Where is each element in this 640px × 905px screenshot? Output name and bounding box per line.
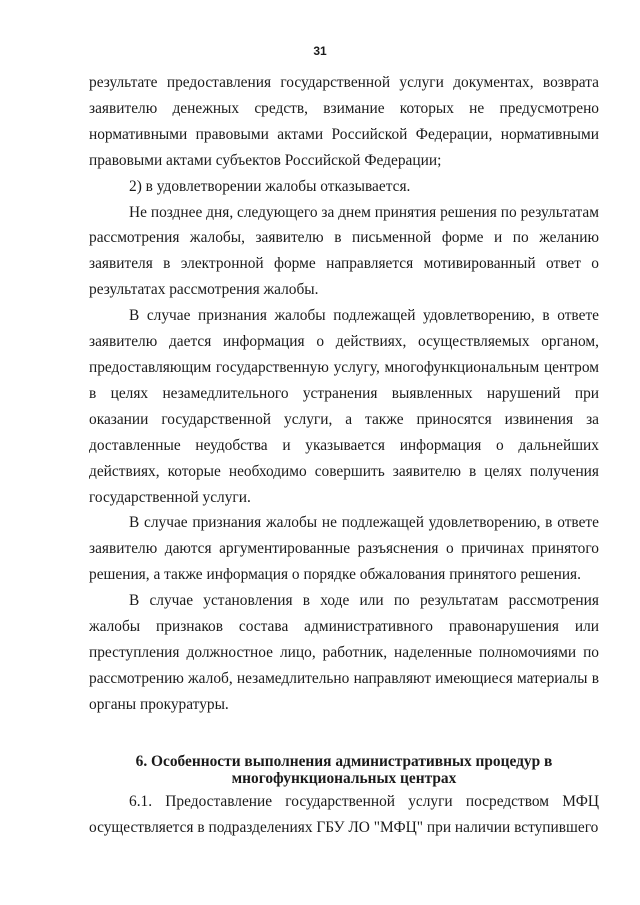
paragraph-refusal: 2) в удовлетворении жалобы отказывается. [129, 177, 411, 195]
paragraph-complaint-satisfied: В случае признания жалобы подлежащей удовлетворению, в ответе заявителю дается информация о действиях, осуществляемых органом, предоставляющим государственную услугу, многофункциональным центром в целях незамедлительного устранения выявленных нарушений при оказании государственной услуги, а также приносятся извинения за доставленные неудобства и указывается информация о дальнейших действиях, которые необходимо совершить заявителю в целях получения государственной услуги. [89, 307, 599, 506]
paragraph-continuation: результате предоставления государственной услуги документах, возврата заявителю денежных средств, взимание которых не предусмотрено нормативными правовыми актами Российской Федерации, нормативными правовыми актами субъектов Российской Федерации; [89, 74, 599, 169]
paragraph-complaint-rejected: В случае признания жалобы не подлежащей удовлетворению, в ответе заявителю даются аргументированные разъяснения о причинах принятого решения, а также информация о порядке обжалования принятого решения. [89, 514, 599, 584]
section-heading-line2: многофункциональных центрах [231, 769, 457, 787]
section-heading [89, 753, 599, 787]
paragraph-response-deadline: Не позднее дня, следующего за днем принятия решения по результатам рассмотрения жалобы, заявителю в письменной форме и по желанию заявителя в электронной форме направляется мотивированный ответ о результатах рассмотрения жалобы. [89, 203, 599, 299]
paragraph-section-6-1: 6.1. Предоставление государственной услуги посредством МФЦ осуществляется в подразделениях ГБУ ЛО "МФЦ" при наличии вступившего [89, 792, 599, 836]
paragraph-prosecutor-referral: В случае установления в ходе или по результатам рассмотрения жалобы признаков состава административного правонарушения или преступления должностное лицо, работник, наделенные полномочиями по рассмотрению жалоб, незамедлительно направляют имеющиеся материалы в органы прокуратуры. [89, 592, 599, 713]
page-number: 31 [313, 44, 327, 58]
section-heading-line1: 6. Особенности выполнения административных процедур в [135, 752, 553, 770]
document-body [89, 70, 599, 840]
